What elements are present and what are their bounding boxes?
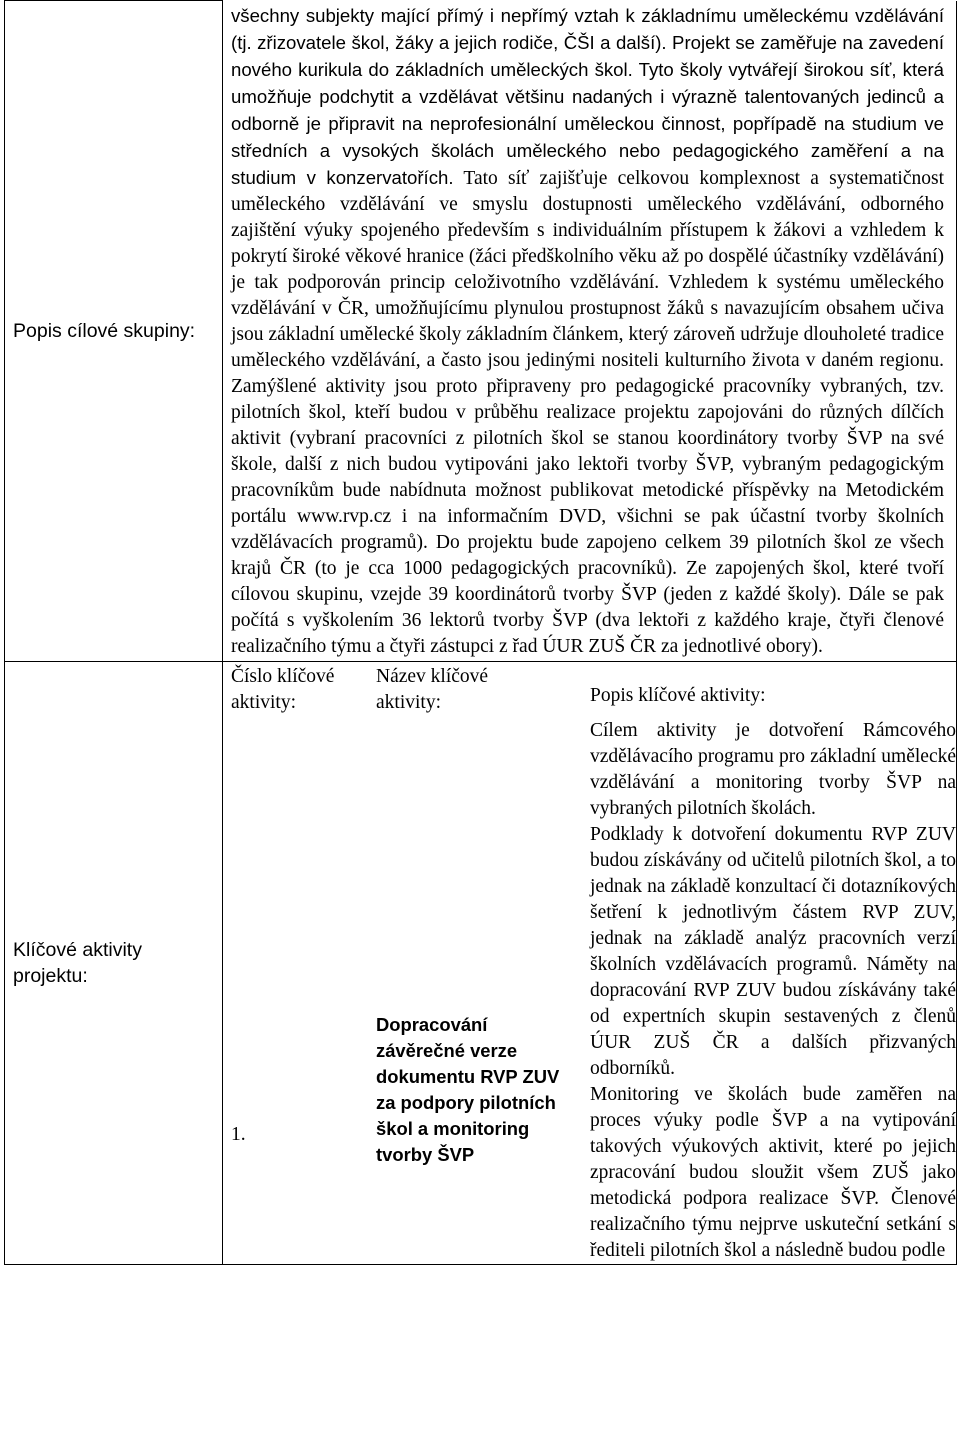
header-name: Název klíčové aktivity:: [376, 665, 489, 713]
activity-description-para-2: Podklady k dotvoření dokumentu RVP ZUV budou získávány od učitelů pilotních škol, a to jednak na základě konzultací či dotazníkových šetření k jednotlivým částem RVP ZUV, jednak na základě analýz pracovních verzí školních vzdělávacích programů. Náměty na dopracování RVP ZUV budou získávány také od expertních skupin sestavených z členů ÚUR ZUŠ ČR a dalších přizvaných odborníků.: [590, 823, 956, 1079]
target-group-text-serif: Tato síť zajišťuje celkovou komplexnost a systematičnost uměleckého vzdělávání ve smyslu dostupnosti uměleckého vzdělávání, odborného zajištění výuky spojeného především s individuálním přístupem k žákovi a vzhledem k pokrytí široké věkové hranice (žáci předškolního věku až po dospělé účastníky vzdělávání) je tak podporován princip celoživotního vzdělávání. Vzhledem k systému uměleckého vzdělávání v ČR, umožňujícímu plynulou prostupnost žáků s navazujícím obsahem učiva jsou základní umělecké školy základním článkem, který zároveň udržuje dlouholeté tradice uměleckého vzdělávání, a často jsou jedinými nositeli kulturního života v daném regionu. Zamýšlené aktivity jsou proto připraveny pro pedagogické pracovníky vybraných, tzv. pilotních škol, kteří budou v průběhu realizace projektu zapojováni do různých dílčích aktivit (vybraní pracovníci z pilotních škol se stanou koordinátory tvorby ŠVP na své škole, další z nich budou vytipováni jako lektoři tvorby ŠVP, vybraným pedagogickým pracovníkům bude nabídnuta možnost publikovat metodické příspěvky na Metodickém portálu www.rvp.cz i na informačním DVD, všichni se pak účastní tvorby školních vzdělávacích programů). Do projektu bude zapojeno celkem 39 pilotních škol ze všech krajů ČR (to je cca 1000 pedagogických pracovníků). Ze zapojených škol, které tvoří cílovou skupinu, vzejde 39 koordinátorů tvorby ŠVP (jeden z každé školy). Dále se pak počítá s vyškolením 36 lektorů tvorby ŠVP (dva lektoři z každého kraje, čtyři členové realizačního týmu a čtyři zástupci z řad ÚUR ZUŠ ČR za jednotlivé obory).: [231, 167, 944, 657]
header-number: Číslo klíčové aktivity:: [231, 665, 335, 713]
activities-label: Klíčové aktivity projektu:: [5, 661, 223, 1264]
target-group-text-sans: všechny subjekty mající přímý i nepřímý vztah k základnímu uměleckému vzdělávání (tj. zřizovatele škol, žáky a jejich rodiče, ČŠI a další). Projekt se zaměřuje na zavedení nového kurikula do základních uměleckých škol. Tyto školy vytvářejí širokou síť, která umožňuje podchytit a vzdělávat většinu nadaných i výrazně talentovaných jedinců a odborně je připravit na neprofesionální uměleckou činnost, popřípadě na studium ve středních a vysokých školách uměleckého nebo pedagogického zaměření a na studium v konzervatořích.: [231, 4, 944, 188]
header-description: Popis klíčové aktivity:: [590, 684, 766, 706]
project-table: [4, 0, 957, 1265]
activities-inner-table: [223, 662, 956, 1264]
activity-row: [223, 716, 956, 1264]
activities-header-row: [223, 662, 956, 716]
activities-row: [5, 661, 957, 1264]
target-group-body: [223, 1, 957, 662]
target-group-label: Popis cílové skupiny:: [5, 1, 223, 662]
activities-body: [223, 661, 957, 1264]
activity-description: [570, 716, 956, 1264]
activity-name: Dopracování závěrečné verze dokumentu RVP ZUV za podpory pilotních škol a monitoring tvorby ŠVP: [376, 1013, 560, 1165]
activity-description-para-3: Monitoring ve školách bude zaměřen na proces výuky podle ŠVP a na vytipování takových výukových aktivit, které po jejich zpracování budou sloužit všem ZUŠ jako metodická podpora realizace ŠVP. Členové realizačního týmu nejprve uskuteční setkání s řediteli pilotních škol a následně budou podle: [590, 1083, 956, 1261]
activity-number: 1.: [231, 1123, 246, 1145]
activity-description-para-1: Cílem aktivity je dotvoření Rámcového vzdělávacího programu pro základní umělecké vzdělávání a monitoring tvorby ŠVP na vybraných pilotních školách.: [590, 719, 956, 819]
target-group-row: [5, 1, 957, 662]
target-group-paragraph: [231, 3, 944, 660]
